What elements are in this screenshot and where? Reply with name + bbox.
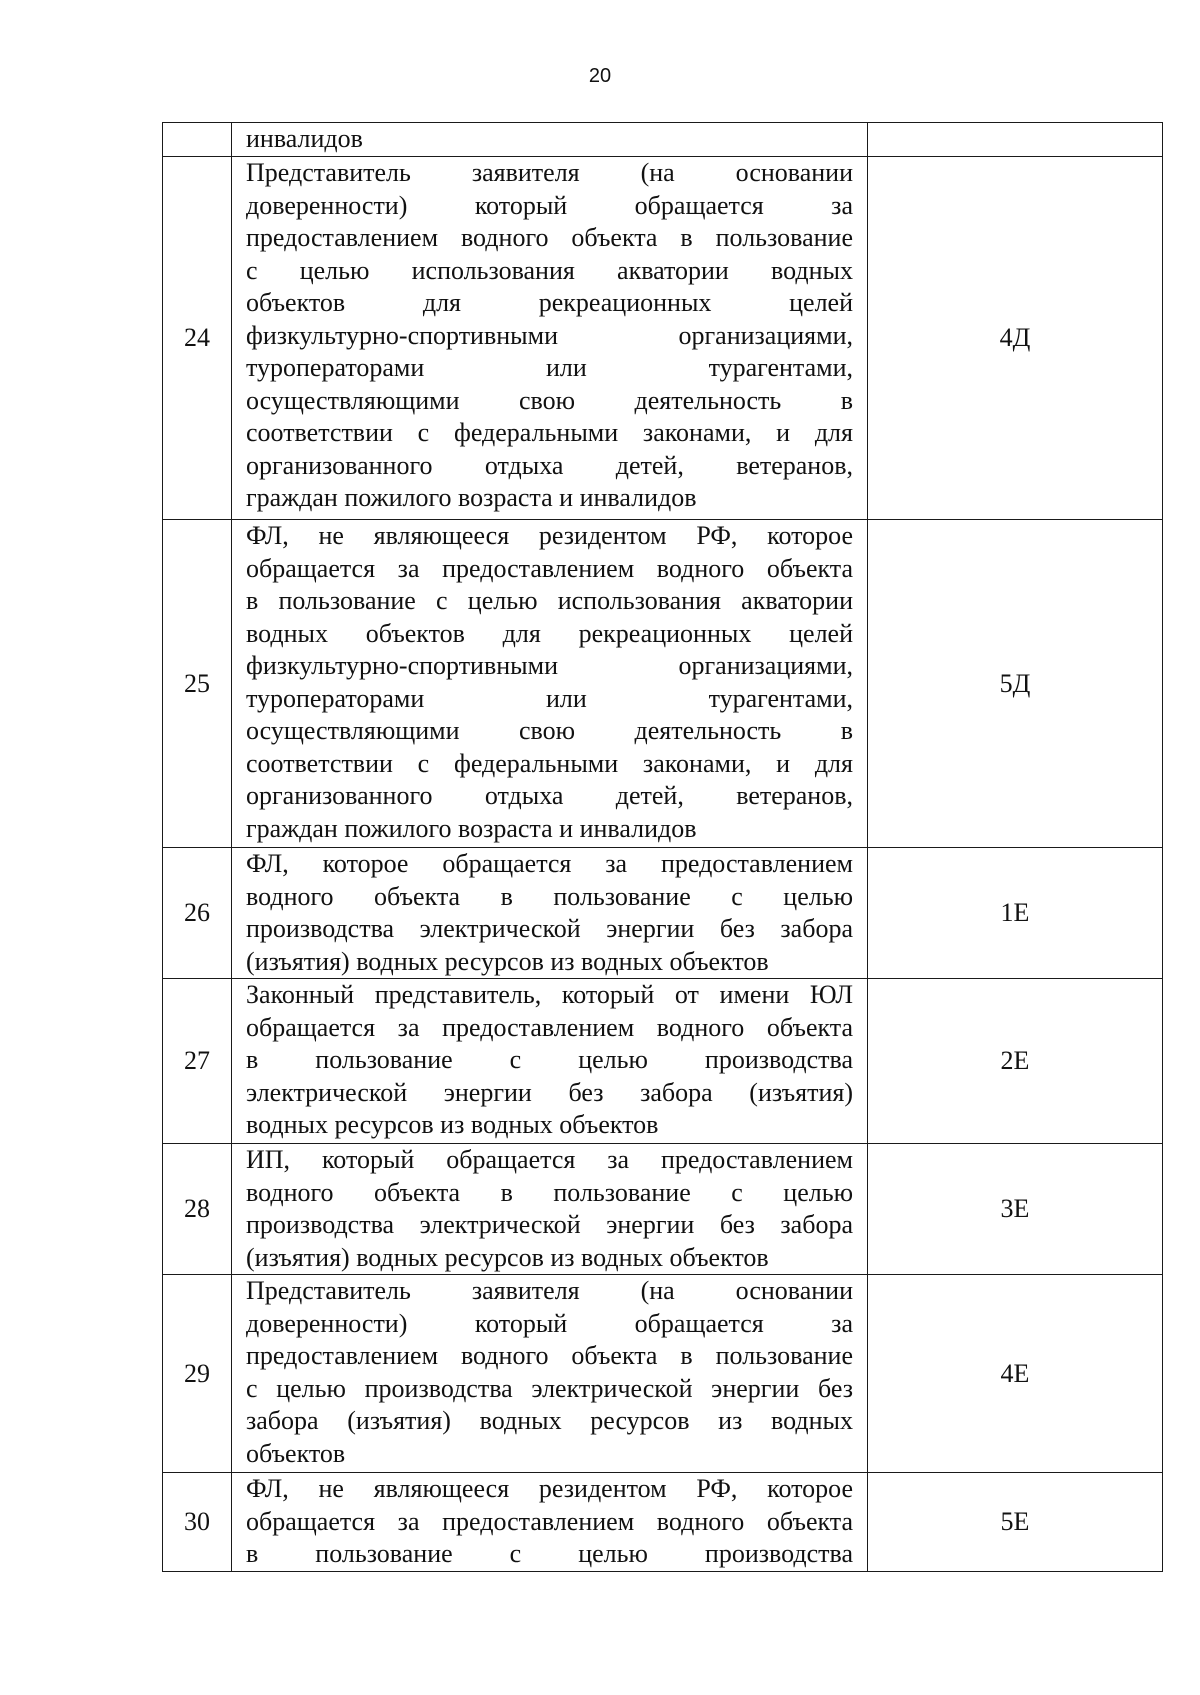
description-line: осуществляющими свою деятельность в [246,716,853,745]
table-row [163,1473,1163,1572]
description-line: доверенности) который обращается за [246,190,853,220]
page-number: 20 [588,65,612,87]
description-line: водного объекта в пользование с целью [246,881,853,911]
description-line: объектов для рекреационных целей [246,288,853,317]
description-cell [232,979,868,1144]
description-line: граждан пожилого возраста и инвалидов [246,813,697,843]
row-number-cell [163,123,232,157]
description-line: обращается за предоставлением водного объекта [246,553,853,583]
table-row [163,1275,1163,1473]
description-line: туроператорами или турагентами, [246,683,853,713]
code-cell [868,123,1163,157]
description-line: организованного отдыха детей, ветеранов, [246,450,853,480]
row-number-cell: 30 [163,1473,232,1572]
table-row [163,123,1163,157]
description-line: инвалидов [246,124,363,153]
description-line: в пользование с целью производства [246,1539,853,1568]
code-cell: 5Д [868,520,1163,848]
description-line: Представитель заявителя (на основании [246,158,853,187]
description-line: обращается за предоставлением водного объекта [246,1506,853,1536]
description-cell [232,1275,868,1473]
code-cell: 4Д [868,157,1163,520]
description-line: туроператорами или турагентами, [246,353,853,382]
description-cell [232,1144,868,1275]
description-line: соответствии с федеральными законами, и для [246,748,853,778]
table-row [163,520,1163,848]
description-line: электрической энергии без забора (изъятия) [246,1077,853,1107]
description-line: объектов [246,1438,346,1468]
description-line: (изъятия) водных ресурсов из водных объектов [246,1242,769,1272]
description-line: производства электрической энергии без забора [246,1210,853,1239]
description-cell [232,123,868,157]
row-number-cell: 27 [163,979,232,1144]
description-line: забора (изъятия) водных ресурсов из водных [246,1406,853,1435]
row-number-cell: 25 [163,520,232,848]
description-line: с целью использования акватории водных [246,255,853,285]
description-line: в пользование с целью использования акватории [246,586,853,615]
description-line: соответствии с федеральными законами, и для [246,418,853,447]
description-line: ИП, который обращается за предоставлением [246,1145,853,1174]
row-number-cell: 24 [163,157,232,520]
description-line: граждан пожилого возраста и инвалидов [246,483,697,512]
description-line: ФЛ, не являющееся резидентом РФ, которое [246,1474,853,1503]
description-line: осуществляющими свою деятельность в [246,385,853,415]
description-line: физкультурно-спортивными организациями, [246,651,853,680]
description-line: ФЛ, которое обращается за предоставлением [246,849,853,878]
table-row [163,979,1163,1144]
description-cell [232,520,868,848]
table-row [163,1144,1163,1275]
description-cell [232,1473,868,1572]
code-cell: 4Е [868,1275,1163,1473]
description-line: с целью производства электрической энергии без [246,1373,853,1403]
code-cell: 2Е [868,979,1163,1144]
table-row [163,157,1163,520]
description-cell [232,157,868,520]
document-table [162,122,1163,1572]
description-line: Представитель заявителя (на основании [246,1276,853,1305]
description-cell [232,848,868,979]
row-number-cell: 26 [163,848,232,979]
description-line: организованного отдыха детей, ветеранов, [246,781,853,810]
description-line: физкультурно-спортивными организациями, [246,320,853,350]
description-line: предоставлением водного объекта в пользование [246,223,853,252]
description-line: ФЛ, не являющееся резидентом РФ, которое [246,521,853,550]
description-line: водных объектов для рекреационных целей [246,618,853,648]
description-line: обращается за предоставлением водного объекта [246,1012,853,1042]
table-row [163,848,1163,979]
row-number-cell: 28 [163,1144,232,1275]
description-line: доверенности) который обращается за [246,1308,853,1338]
description-line: предоставлением водного объекта в пользование [246,1341,853,1370]
code-cell: 5Е [868,1473,1163,1572]
code-cell: 1Е [868,848,1163,979]
description-line: (изъятия) водных ресурсов из водных объектов [246,946,769,976]
description-line: водного объекта в пользование с целью [246,1177,853,1207]
row-number-cell: 29 [163,1275,232,1473]
description-line: в пользование с целью производства [246,1045,853,1074]
code-cell: 3Е [868,1144,1163,1275]
description-line: водных ресурсов из водных объектов [246,1110,659,1139]
description-line: Законный представитель, который от имени ЮЛ [246,980,853,1009]
description-line: производства электрической энергии без забора [246,914,853,943]
